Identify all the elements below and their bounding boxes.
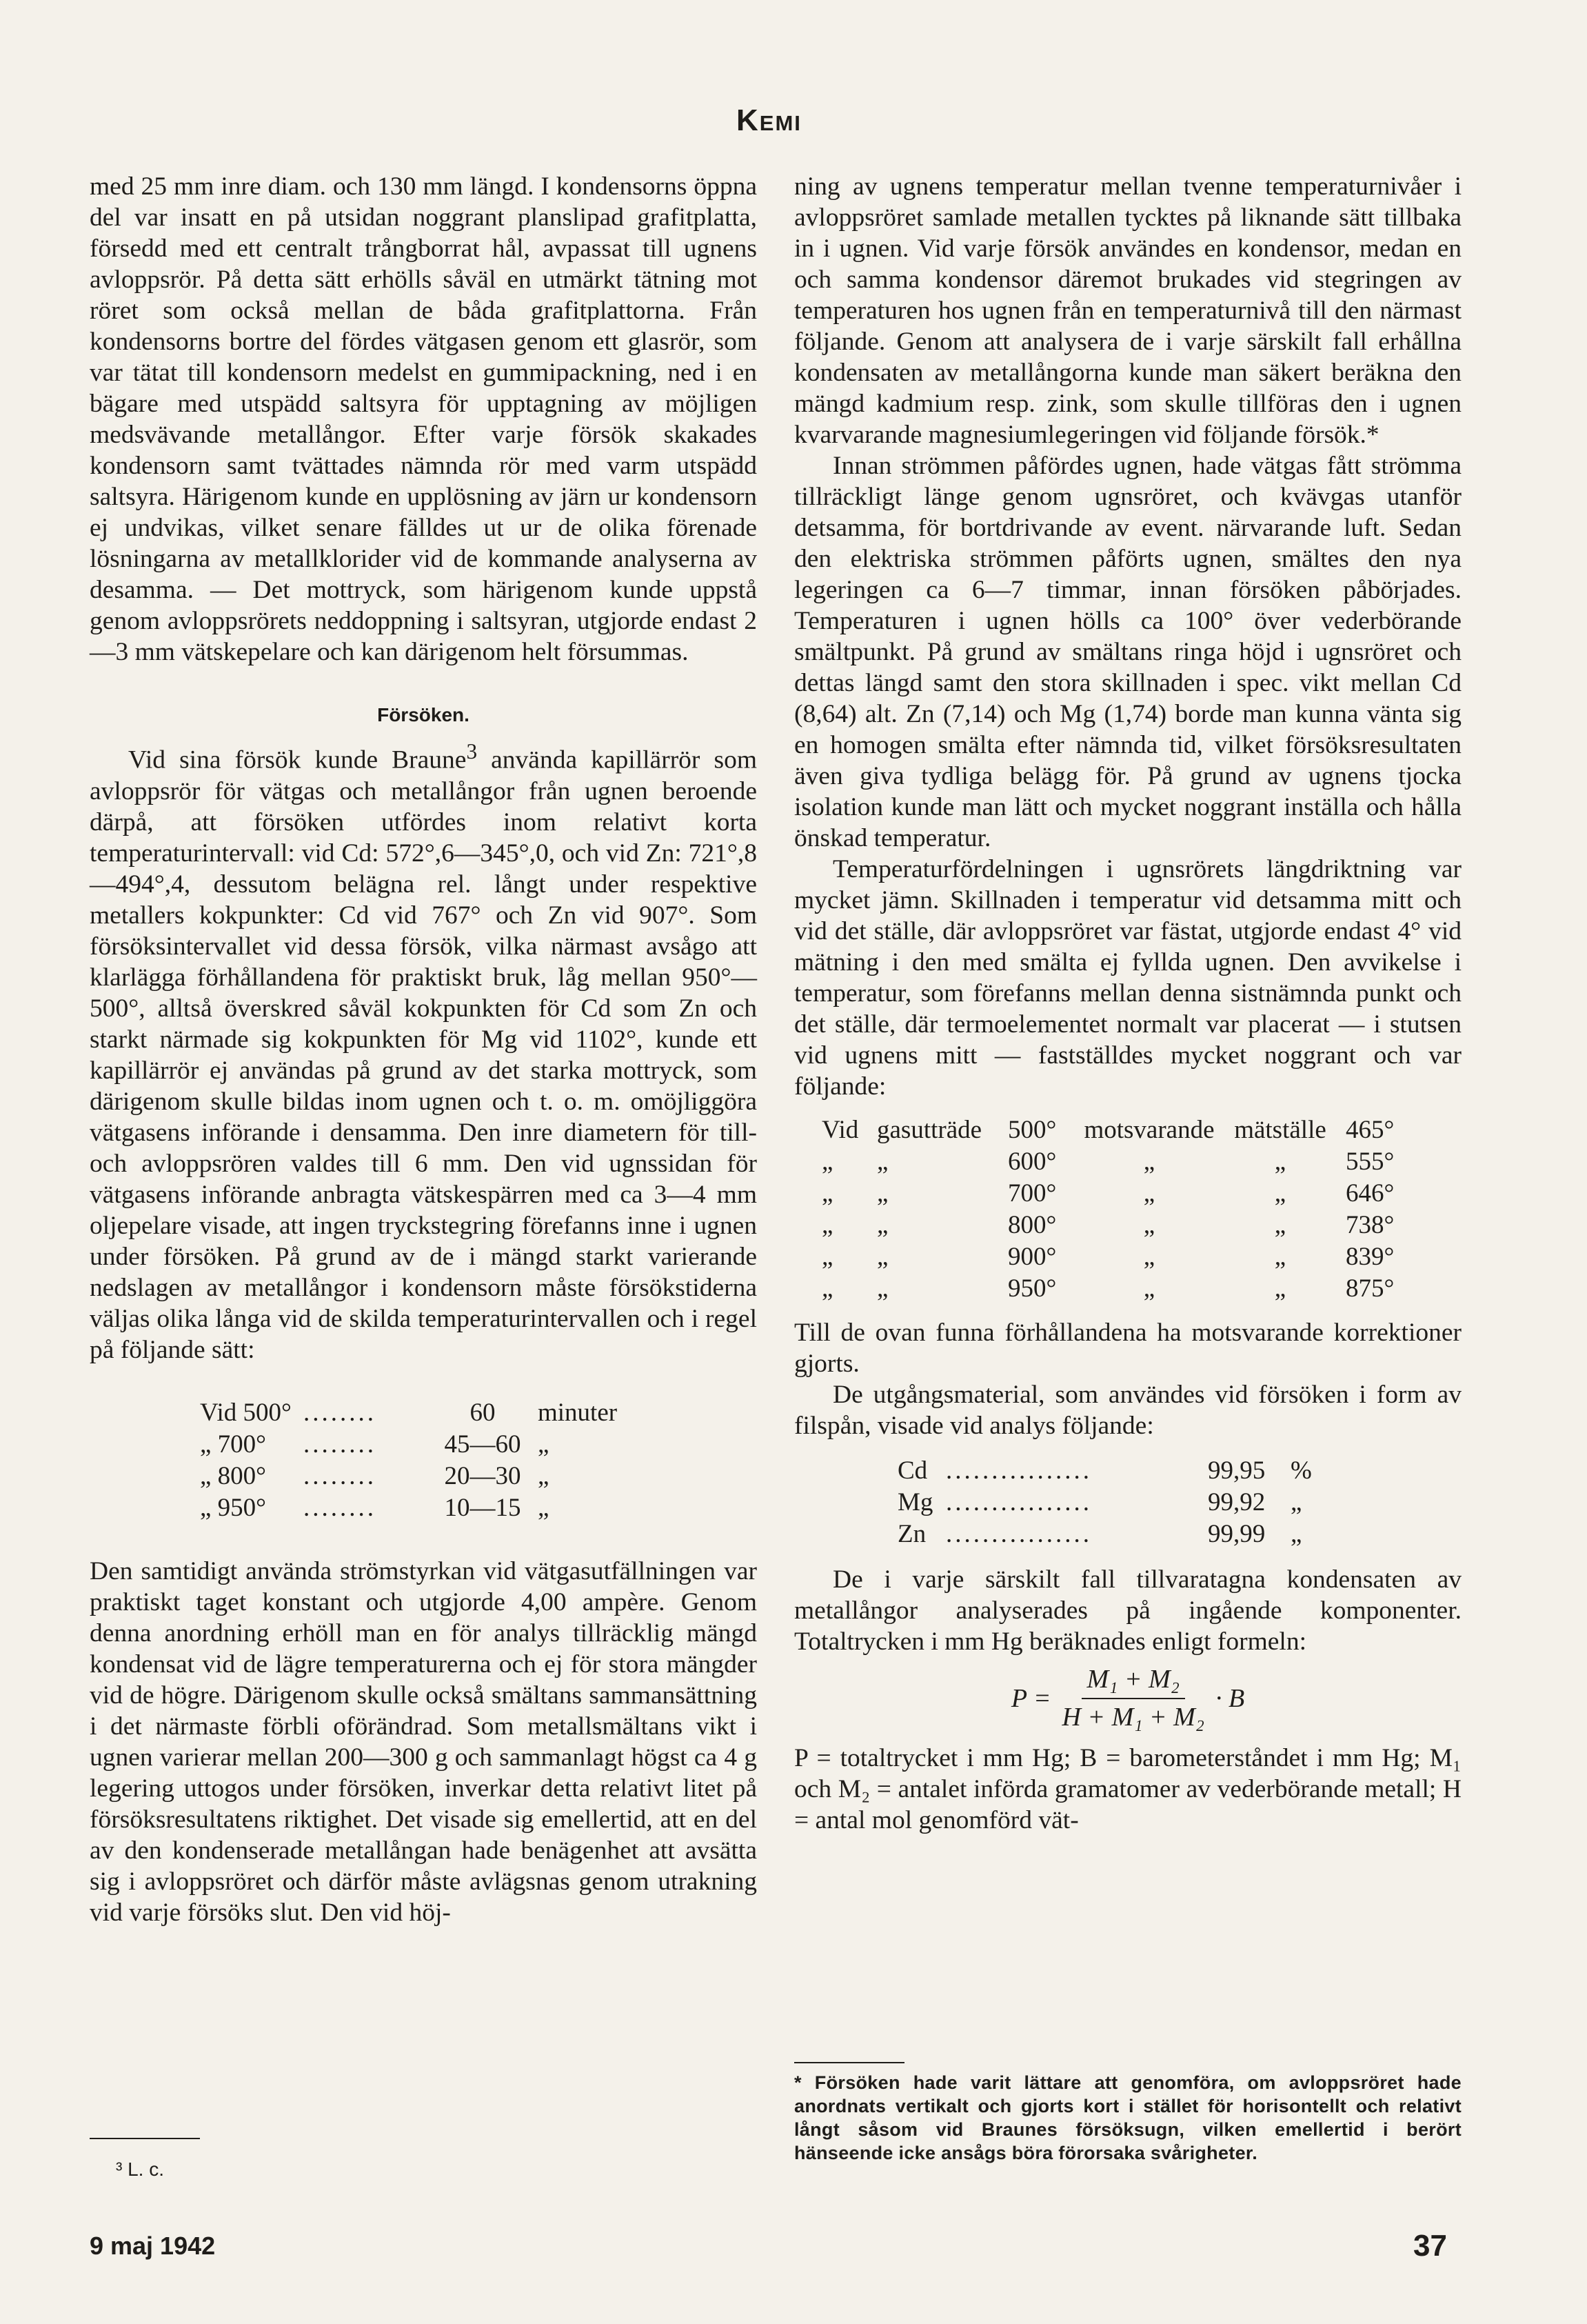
table-row: „ „ 600° „ „ 555° <box>822 1148 1395 1176</box>
paragraph: Vid sina försök kunde Braune$^3$ använda kapillärrör som avloppsrör för vätgas och metallångor från ugnen beroende därpå, att försöken utfördes inom relativt korta temperaturintervall: vid Cd: 572°,6—345°,0, och vid Zn: 721°,8—494°,4, dessutom belägna rel. långt under respektive metallers kokpunkter: Cd vid 767° och Zn vid 907°. Som försöksintervallet vid dessa försök, vilka närmast avsågo att klarlägga förhållandena för praktiskt bruk, låg mellan 950°—500°, alltså överskred såväl kokpunkten för Cd som Zn och starkt närmade sig kokpunkten för Mg vid 1102°, kunde ett kapillärrör ej användas på grund av det starka mottryck, som därigenom skulle bildas inom ugnen och t. o. m. omöjliggöra vätgasens införande i densamma. Den inre diametern för till- och avloppsrören valdes till 6 mm. Den vid ugnssidan för vätgasens införande anbragta vätskespärren med ca 3—4 mm oljepelare visade, att ingen tryckstegring förefanns inne i ugnen under försöken. På grund av de i mängd starkt varierande nedslagen av metallångor i kondensorn måste försökstiderna väljas olika långa vid de skilda temperaturintervallen och i regel på följande sätt: <box>90 739 758 1364</box>
paragraph: P = totaltrycket i mm Hg; B = barometerståndet i mm Hg; M₁ och M₂ = antalet införda gramatomer av vederbörande metall; H = antal mol genomförd vät- <box>794 1744 1462 1834</box>
paragraph: Temperaturfördelningen i ugnsrörets längdriktning var mycket jämn. Skillnaden i temperatur vid detsamma mitt och vid det ställe, där avloppsröret var fästat, utgjorde endast 4° vid mätning i den med smälta ej fyllda ugnen. Den avvikelse i temperatur, som förefanns mellan denna sistnämnda punkt och det ställe, där termoelementet normalt var placerat — i stutsen vid ugnens mitt — fastställdes mycket noggrant och var följande: <box>794 855 1462 1101</box>
table-row: „ 700° ........ 45—60 „ <box>200 1430 549 1459</box>
table-row: „ „ 950° „ „ 875° <box>822 1274 1395 1303</box>
formula-lhs: P = <box>1011 1683 1051 1713</box>
formula-denominator: H + M₁ + M₂ <box>1062 1703 1204 1732</box>
section-heading: Försöken. <box>377 704 469 725</box>
table-row: Mg ................ 99,92 „ <box>898 1488 1302 1516</box>
table-row: „ „ 700° „ „ 646° <box>822 1179 1395 1208</box>
paragraph: ning av ugnens temperatur mellan tvenne temperaturnivåer i avloppsröret samlade metallen tycktes på liknande sätt tillbaka in i ugnen. Vid varje försök användes en kondensor, medan en och samma kondensor däremot brukades vid stegringen av temperaturen hos ugnen från en temperaturnivå till den närmast följande. Genom att analysera de i varje särskilt fall erhållna kondensaten av metallångorna kunde man säkert beräkna den mängd kadmium resp. zink, som skulle tillföras den i ugnen kvarvarande magnesiumlegeringen vid följande försök.* <box>794 172 1462 449</box>
footnote-rule <box>90 2138 200 2139</box>
footnote-ref: 3 <box>466 739 478 763</box>
formula-numerator: M₁ + M₂ <box>1082 1664 1185 1699</box>
analysis-table <box>898 1455 1312 1550</box>
footnote: * Försöken hade varit lättare att genomföra, om avloppsröret hade anordnats vertikalt och gjorts kort i stället för horisontellt och relativt långt såsom vid Braunes försöksugn, vilken emellertid i berört hänseende icke ansågs böra förorsaka svårigheter. <box>794 2072 1462 2163</box>
table-row: Cd ................ 99,95 % <box>898 1456 1312 1485</box>
formula-fraction <box>1056 1664 1209 1733</box>
temperature-table <box>822 1114 1394 1305</box>
paragraph: Till de ovan funna förhållandena ha motsvarande korrektioner gjorts. <box>794 1319 1462 1378</box>
table-row: „ „ 800° „ „ 738° <box>822 1211 1395 1239</box>
paragraph: De utgångsmaterial, som användes vid försöken i form av filspån, visade vid analys följande: <box>794 1381 1462 1440</box>
left-column <box>90 171 757 1928</box>
duration-table <box>200 1397 617 1524</box>
paragraph: Innan strömmen påfördes ugnen, hade vätgas fått strömma tillräckligt länge genom ugnsröret, och kvävgas utanför detsamma, för bortdrivande av event. närvarande luft. Sedan den elektriska strömmen påförts ugnen, smältes den nya legeringen ca 6—7 timmar, innan försöken påbörjades. Temperaturen i ugnen hölls ca 100° över vederbörande smältpunkt. På grund av smältans ringa höjd i ugnsröret och dettas längd samt den stora skillnaden i spec. vikt mellan Cd (8,64) alt. Zn (7,14) och Mg (1,74) borde man kunna vänta sig en homogen smälta efter nämnda tid, vilket försöksresultaten även giva tydliga belägg för. På grund av ugnens tjocka isolation kunde man lätt och mycket noggrant inställa och hålla önskad temperatur. <box>794 452 1462 852</box>
formula-rhs: · B <box>1215 1683 1245 1713</box>
paragraph: med 25 mm inre diam. och 130 mm längd. I kondensorns öppna del var insatt en på utsidan noggrant planslipad grafitplatta, försedd med ett centralt trångborrat hål, avpassat till ugnens avloppsrör. På detta sätt erhölls såväl en utmärkt tätning mot röret som också mellan de båda grafitplattorna. Från kondensorns bortre del fördes vätgasen genom ett glasrör, som var tätat till kondensorn medelst en gummipackning, ned i en bägare med utspädd saltsyra för upptagning av möjligen medsvävande metallångor. Efter varje försök skakades kondensorn samt tvättades nämnda rör med varm utspädd saltsyra. Härigenom kunde en upplösning av järn ur kondensorn ej undvikas, vilket senare fälldes ut ur de olika förenade lösningarna av metallklorider vid de kommande analyserna av desamma. — Det mottryck, som härigenom kunde uppstå genom avloppsrörets neddoppning i saltsyran, utgjorde endast 2—3 mm vätskepelare och kan därigenom helt försummas. <box>90 172 757 666</box>
right-column <box>794 171 1462 1836</box>
table-row: Vid 500° ........ 60 minuter <box>200 1398 618 1427</box>
table-row: „ „ 900° „ „ 839° <box>822 1243 1395 1271</box>
table-row: Zn ................ 99,99 „ <box>898 1520 1302 1548</box>
page-number: 37 <box>1413 2229 1447 2263</box>
section-header: Kemi <box>736 103 802 137</box>
table-row: Vid gasutträde 500° motsvarande mätställe 465° <box>822 1116 1395 1144</box>
footnote: ³ L. c. <box>116 2158 165 2180</box>
table-row: „ 950° ........ 10—15 „ <box>200 1493 549 1522</box>
pressure-formula <box>794 1664 1462 1733</box>
issue-date: 9 maj 1942 <box>90 2232 216 2260</box>
footnote-rule <box>794 2062 904 2063</box>
paragraph: De i varje särskilt fall tillvaratagna kondensaten av metallångor analyserades på ingående komponenter. Totaltrycken i mm Hg beräknades enligt formeln: <box>794 1565 1462 1656</box>
paragraph: Den samtidigt använda strömstyrkan vid vätgasutfällningen var praktiskt taget konstant och utgjorde 4,00 ampère. Genom denna anordning erhöll man en för analys tillräcklig mängd kondensat vid de lägre temperaturerna och ej för stora mängder vid de högre. Därigenom skulle också smältans sammansättning i det närmaste förbli oförändrad. Som metallsmältans vikt i ugnen varierar mellan 200—300 g och sammanlagt högst ca 4 g legering uttogos under försöken, inverkar detta relativt litet på försöksresultatens riktighet. Det visade sig emellertid, att en del av den kondenserade metallångan hade benägenhet att avsätta sig i avloppsröret och därför måste avlägsnas genom utrakning vid varje försöks slut. Den vid höj- <box>90 1556 757 1927</box>
table-row: „ 800° ........ 20—30 „ <box>200 1461 549 1490</box>
